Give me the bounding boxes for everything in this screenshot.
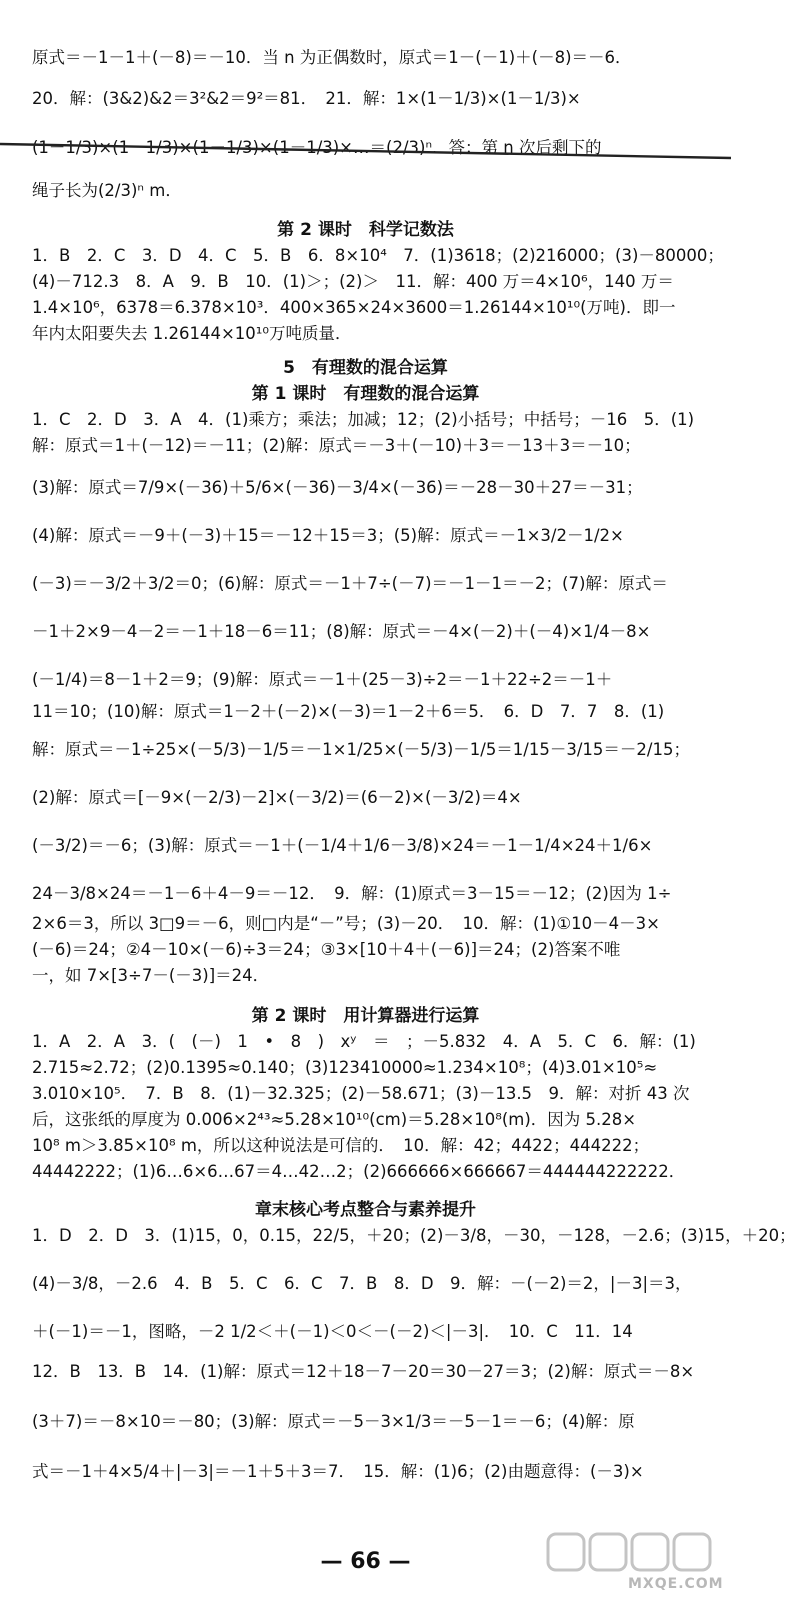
answer-line: 绳子长为(2/3)ⁿ m． xyxy=(32,181,182,200)
answer-line: 1．C 2．D 3．A 4．(1)乘方；乘法；加减；12；(2)小括号；中括号；－16 5．(1) xyxy=(32,410,695,429)
answer-line: 20．解：(3&2)&2＝3²&2＝9²＝81． 21．解：1×(1－1/3)×(1－1/3)× xyxy=(32,89,581,108)
section-heading: 章末核心考点整合与素养提升 xyxy=(255,1200,476,1220)
answer-line: 年内太阳要失去 1.26144×10¹⁰万吨质量． xyxy=(32,324,352,343)
answer-line: 11＝10；(10)解：原式＝1－2＋(－2)×(－3)＝1－2＋6＝5． 6．D 7．7 8．(1) xyxy=(32,702,665,721)
answer-line: (3＋7)＝－8×10＝－80；(3)解：原式＝－5－3×1/3＝－5－1＝－6；(4)解：原 xyxy=(32,1412,635,1431)
answer-line: ＋(－1)＝－1，图略，－2 1/2＜＋(－1)＜0＜－(－2)＜|－3|． 10．C 11．14 xyxy=(32,1322,633,1341)
answer-line: 原式＝－1－1＋(－8)＝－10．当 n 为正偶数时，原式＝1－(－1)＋(－8)＝－6． xyxy=(32,48,632,67)
answer-line: (3)解：原式＝7/9×(－36)＋5/6×(－36)－3/4×(－36)＝－28－30＋27＝－31； xyxy=(32,478,643,497)
answer-line: 1．D 2．D 3．(1)15，0，0.15，22/5，＋20；(2)－3/8，－30，－128，－2.6；(3)15，＋20； xyxy=(32,1226,796,1245)
answer-line: 10⁸ m＞3.85×10⁸ m，所以这种说法是可信的． 10．解：42；4422；444222； xyxy=(32,1136,650,1155)
answer-line: (－3)＝－3/2＋3/2＝0；(6)解：原式＝－1＋7÷(－7)＝－1－1＝－2；(7)解：原式＝ xyxy=(32,574,668,593)
answer-line: 12．B 13．B 14．(1)解：原式＝12＋18－7－20＝30－27＝3；(2)解：原式＝－8× xyxy=(32,1362,695,1381)
answer-line: 2×6＝3，所以 3□9＝－6，则□内是“－”号；(3)－20． 10．解：(1)①10－4－3× xyxy=(32,914,660,933)
answer-line: (－3/2)＝－6；(3)解：原式＝－1＋(－1/4＋1/6－3/8)×24＝－1－1/4×24＋1/6× xyxy=(32,836,653,855)
section-heading: 第 1 课时 有理数的混合运算 xyxy=(251,384,480,404)
page-number: — 66 — xyxy=(320,1549,411,1574)
answer-line: 24－3/8×24＝－1－6＋4－9＝－12． 9．解：(1)原式＝3－15＝－12；(2)因为 1÷ xyxy=(32,884,672,903)
answer-line: －1＋2×9－4－2＝－1＋18－6＝11；(8)解：原式＝－4×(－2)＋(－4)×1/4－8× xyxy=(32,622,651,641)
answer-line: (－6)＝24；②4－10×(－6)÷3＝24；③3×[10＋4＋(－6)]＝24；(2)答案不唯 xyxy=(32,940,621,959)
answer-line: 1.4×10⁶，6378＝6.378×10³．400×365×24×3600＝1.26144×10¹⁰(万吨)．即一 xyxy=(32,298,676,317)
answer-line: 44442222；(1)6…6×6…67＝4…42…2；(2)666666×666667＝444444222222． xyxy=(32,1162,686,1181)
answer-line: 式＝－1＋4×5/4＋|－3|＝－1＋5＋3＝7． 15．解：(1)6；(2)由题意得：(－3)× xyxy=(32,1462,644,1481)
answer-line: 2.715≈2.72；(2)0.1395≈0.140；(3)123410000≈1.234×10⁸；(4)3.01×10⁵≈ xyxy=(32,1058,658,1077)
answer-line: (4)－3/8，－2.6 4．B 5．C 6．C 7．B 8．D 9．解：－(－2)＝2，|－3|＝3， xyxy=(32,1274,692,1293)
answer-line: (2)解：原式＝[－9×(－2/3)－2]×(－3/2)＝(6－2)×(－3/2)＝4× xyxy=(32,788,522,807)
answer-line: 一，如 7×[3÷7－(－3)]＝24． xyxy=(32,966,270,985)
answer-line: (4)解：原式＝－9＋(－3)＋15＝－12＋15＝3；(5)解：原式＝－1×3/2－1/2× xyxy=(32,526,624,545)
answer-line: 后，这张纸的厚度为 0.006×2⁴³≈5.28×10¹⁰(cm)＝5.28×10⁸(m)．因为 5.28× xyxy=(32,1110,637,1129)
section-heading: 第 2 课时 用计算器进行运算 xyxy=(251,1006,480,1026)
answer-line: (4)－712.3 8．A 9．B 10．(1)＞；(2)＞ 11．解：400 万＝4×10⁶，140 万＝ xyxy=(32,272,674,291)
section-heading: 第 2 课时 科学记数法 xyxy=(277,220,454,240)
answer-line: 3.010×10⁵． 7．B 8．(1)－32.325；(2)－58.671；(3)－13.5 9．解：对折 43 次 xyxy=(32,1084,690,1103)
answer-line: (1－1/3)×(1－1/3)×(1－1/3)×(1－1/3)×…＝(2/3)ⁿ．答：第 n 次后剩下的 xyxy=(32,138,602,157)
section-heading: 5 有理数的混合运算 xyxy=(283,358,448,378)
watermark-text: MXQE.COM xyxy=(628,1576,724,1592)
answer-line: 解：原式＝1＋(－12)＝－11；(2)解：原式＝－3＋(－10)＋3＝－13＋3＝－10； xyxy=(32,436,641,455)
answer-line: 1．A 2．A 3．( (－) 1 • 8 ) xʸ ＝ ；－5.832 4．A 5．C 6．解：(1) xyxy=(32,1032,696,1051)
answer-line: 解：原式＝－1÷25×(－5/3)－1/5＝－1×1/25×(－5/3)－1/5＝1/15－3/15＝－2/15； xyxy=(32,740,690,759)
answer-line: 1．B 2．C 3．D 4．C 5．B 6．8×10⁴ 7．(1)3618；(2)216000；(3)－80000； xyxy=(32,246,724,265)
answer-line: (－1/4)＝8－1＋2＝9；(9)解：原式＝－1＋(25－3)÷2＝－1＋22÷2＝－1＋ xyxy=(32,670,613,689)
